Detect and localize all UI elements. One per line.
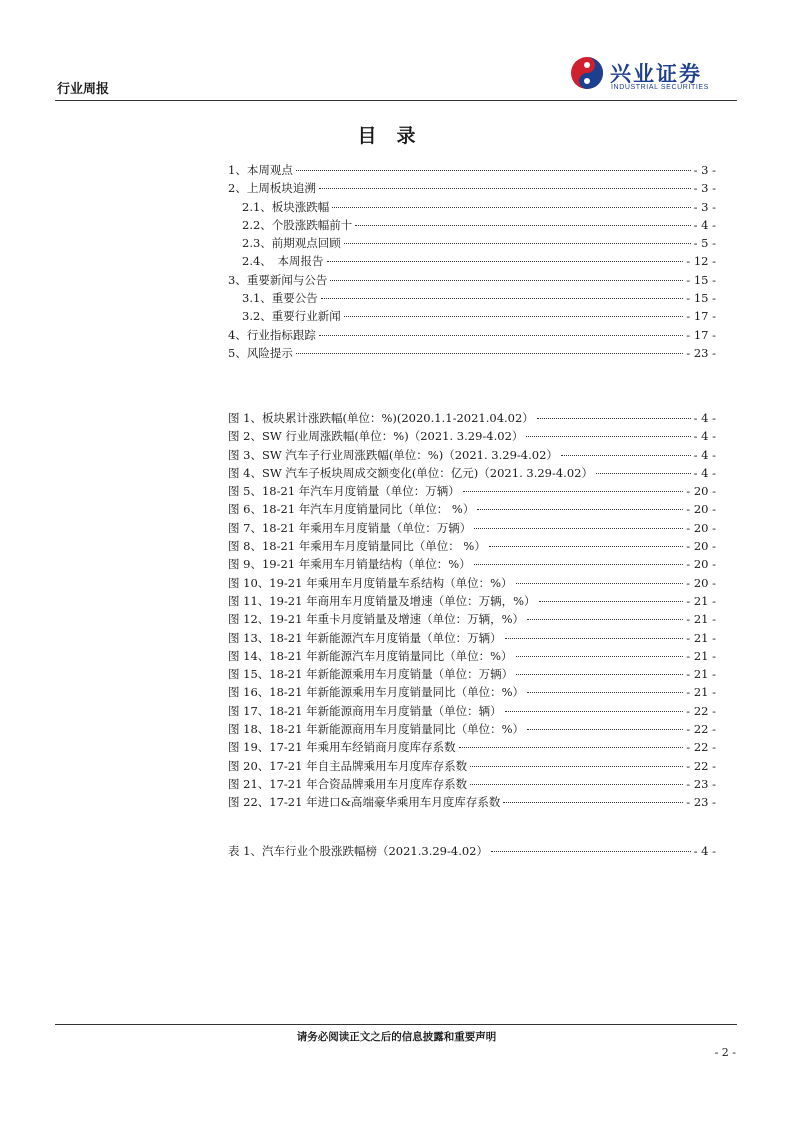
dot-leader: [474, 564, 684, 565]
toc-figure-entry[interactable]: [228, 575, 716, 593]
toc-table-entry-text: 表 1、汽车行业个股涨跌幅榜（2021.3.29-4.02）: [228, 844, 488, 858]
dot-leader: [355, 225, 690, 226]
toc-figure-entry-page: - 21 -: [686, 630, 716, 645]
dot-leader: [296, 170, 691, 171]
toc-figure-entry-text: 图 3、SW 汽车子行业周涨跌幅(单位：%)（2021. 3.29-4.02）: [228, 447, 558, 462]
dot-leader: [539, 601, 684, 602]
toc-figure-entry-text: 图 8、18-21 年乘用车月度销量同比（单位： %）: [228, 539, 486, 554]
toc-figure-entry-text: 图 17、18-21 年新能源商用车月度销量（单位：辆）: [228, 703, 502, 718]
toc-figure-entry[interactable]: [228, 447, 716, 465]
toc-section-entry-text: 3.1、重要公告: [242, 291, 318, 306]
toc-section-entry-text: 5、风险提示: [228, 345, 293, 360]
toc-table-entry-page: - 4 -: [693, 844, 716, 858]
toc-figure-entry[interactable]: [228, 794, 716, 812]
header-divider: [55, 100, 737, 101]
toc-figure-entry-text: 图 11、19-21 年商用车月度销量及增速（单位：万辆，%）: [228, 593, 536, 608]
toc-section-entry-text: 4、行业指标跟踪: [228, 327, 316, 342]
toc-section-entry-text: 2.3、前期观点回顾: [242, 236, 341, 251]
toc-figure-entry[interactable]: [228, 465, 716, 483]
toc-section-entry-page: - 17 -: [686, 327, 716, 342]
dot-leader: [344, 316, 683, 317]
toc-section-entry-page: - 3 -: [693, 181, 716, 196]
toc-section-entry-page: - 12 -: [686, 254, 716, 269]
dot-leader: [470, 766, 683, 767]
dot-leader: [596, 473, 691, 474]
toc-figure-entry[interactable]: [228, 410, 716, 428]
dot-leader: [327, 261, 684, 262]
toc-section-entry-text: 2、上周板块追溯: [228, 181, 316, 196]
footer-divider: [55, 1024, 737, 1025]
toc-figure-entry-text: 图 18、18-21 年新能源商用车月度销量同比（单位：%）: [228, 722, 525, 737]
dot-leader: [527, 692, 683, 693]
dot-leader: [474, 528, 683, 529]
brand-name-en: INDUSTRIAL SECURITIES: [611, 84, 709, 91]
brand-name: 兴业证券: [610, 62, 702, 86]
toc-section-entry[interactable]: [228, 162, 716, 180]
toc-figure-entry-text: 图 21、17-21 年合资品牌乘用车月度库存系数: [228, 776, 468, 791]
dot-leader: [537, 418, 691, 419]
toc-section-entry-text: 3.2、重要行业新闻: [242, 309, 341, 324]
toc-figure-entry-page: - 20 -: [686, 484, 716, 499]
toc-figure-entry-page: - 21 -: [686, 612, 716, 627]
dot-leader: [330, 280, 683, 281]
dot-leader: [319, 335, 683, 336]
toc-figure-entry-text: 图 9、19-21 年乘用车月销量结构（单位：%）: [228, 557, 471, 572]
page-number: - 2 -: [714, 1046, 736, 1059]
toc-table-entry[interactable]: [228, 843, 716, 861]
toc-section-entry[interactable]: [228, 253, 716, 271]
toc-figure-entry-text: 图 2、SW 行业周涨跌幅(单位：%)（2021. 3.29-4.02）: [228, 429, 524, 444]
toc-section-entry-page: - 17 -: [686, 309, 716, 324]
toc-section-entry-page: - 3 -: [693, 163, 716, 177]
dot-leader: [516, 656, 684, 657]
dot-leader: [477, 509, 683, 510]
toc-section-entry-page: - 5 -: [693, 236, 716, 251]
toc-figure-entry[interactable]: [228, 520, 716, 538]
toc-figure-entry-text: 图 1、板块累计涨跌幅(单位：%)(2020.1.1-2021.04.02）: [228, 411, 534, 425]
toc-section-entry[interactable]: [228, 308, 716, 326]
dot-leader: [296, 353, 683, 354]
toc-figure-entry-page: - 22 -: [686, 722, 716, 737]
toc-figure-entry[interactable]: [228, 593, 716, 611]
dot-leader: [526, 436, 690, 437]
toc-figure-entry[interactable]: [228, 739, 716, 757]
toc-section-entry[interactable]: [228, 199, 716, 217]
dot-leader: [319, 188, 691, 189]
toc-title: 目录: [357, 125, 436, 147]
toc-figure-entry-page: - 4 -: [693, 465, 716, 480]
toc-sections: [228, 162, 716, 363]
dot-leader: [332, 207, 690, 208]
toc-figure-entry-page: - 20 -: [686, 502, 716, 517]
toc-figure-entry-text: 图 7、18-21 年乘用车月度销量（单位：万辆）: [228, 520, 472, 535]
toc-figure-entry-text: 图 22、17-21 年进口&高端豪华乘用车月度库存系数: [228, 795, 501, 810]
toc-section-entry-page: - 15 -: [686, 272, 716, 287]
toc-figure-entry[interactable]: [228, 684, 716, 702]
dot-leader: [561, 455, 691, 456]
toc-figure-entry-text: 图 16、18-21 年新能源乘用车月度销量同比（单位：%）: [228, 685, 525, 700]
toc-section-entry-page: - 23 -: [686, 345, 716, 360]
toc-section-entry[interactable]: [228, 327, 716, 345]
toc-figure-entry[interactable]: [228, 666, 716, 684]
toc-figure-entry[interactable]: [228, 483, 716, 501]
dot-leader: [470, 784, 683, 785]
toc-figure-entry-text: 图 5、18-21 年汽车月度销量（单位：万辆）: [228, 484, 460, 499]
toc-figure-entry[interactable]: [228, 758, 716, 776]
toc-section-entry[interactable]: [228, 290, 716, 308]
toc-tables: [228, 843, 716, 861]
toc-figure-entry[interactable]: [228, 611, 716, 629]
toc-figure-entry-text: 图 13、18-21 年新能源汽车月度销量（单位：万辆）: [228, 630, 502, 645]
toc-figures: [228, 410, 716, 813]
toc-section-entry[interactable]: [228, 345, 716, 363]
toc-section-entry-page: - 15 -: [686, 291, 716, 306]
dot-leader: [505, 711, 684, 712]
toc-figure-entry-page: - 22 -: [686, 758, 716, 773]
toc-figure-entry-text: 图 12、19-21 年重卡月度销量及增速（单位：万辆，%）: [228, 612, 525, 627]
toc-figure-entry-page: - 23 -: [686, 795, 716, 810]
toc-section-entry[interactable]: [228, 272, 716, 290]
dot-leader: [527, 619, 683, 620]
toc-figure-entry[interactable]: [228, 703, 716, 721]
toc-figure-entry-page: - 4 -: [693, 429, 716, 444]
toc-figure-entry[interactable]: [228, 501, 716, 519]
toc-figure-entry[interactable]: [228, 428, 716, 446]
dot-leader: [516, 674, 683, 675]
dot-leader: [503, 802, 683, 803]
dot-leader: [516, 583, 684, 584]
toc-figure-entry-page: - 22 -: [686, 703, 716, 718]
dot-leader: [491, 851, 691, 852]
toc-figure-entry[interactable]: [228, 721, 716, 739]
toc-figure-entry[interactable]: [228, 630, 716, 648]
toc-figure-entry-text: 图 20、17-21 年自主品牌乘用车月度库存系数: [228, 758, 468, 773]
toc-figure-entry-page: - 21 -: [686, 648, 716, 663]
toc-figure-entry-text: 图 19、17-21 年乘用车经销商月度库存系数: [228, 740, 456, 755]
toc-section-entry[interactable]: [228, 180, 716, 198]
toc-figure-entry[interactable]: [228, 776, 716, 794]
toc-figure-entry-page: - 20 -: [686, 520, 716, 535]
toc-section-entry-text: 2.1、板块涨跌幅: [242, 199, 330, 214]
toc-section-entry-page: - 3 -: [693, 199, 716, 214]
dot-leader: [505, 638, 684, 639]
dot-leader: [527, 729, 683, 730]
dot-leader: [489, 546, 683, 547]
toc-figure-entry-text: 图 10、19-21 年乘用车月度销量车系结构（单位：%）: [228, 575, 513, 590]
dot-leader: [463, 491, 684, 492]
toc-figure-entry-page: - 23 -: [686, 776, 716, 791]
toc-figure-entry-text: 图 14、18-21 年新能源汽车月度销量同比（单位：%）: [228, 648, 513, 663]
toc-figure-entry-page: - 20 -: [686, 575, 716, 590]
toc-figure-entry-page: - 20 -: [686, 557, 716, 572]
toc-section-entry-page: - 4 -: [693, 217, 716, 232]
toc-section-entry-text: 1、本周观点: [228, 163, 293, 177]
footer-disclaimer: 请务必阅读正文之后的信息披露和重要声明: [296, 1031, 497, 1043]
toc-figure-entry-page: - 20 -: [686, 539, 716, 554]
dot-leader: [321, 298, 683, 299]
dot-leader: [344, 243, 691, 244]
brand-logo-icon: [570, 56, 604, 90]
toc-figure-entry-page: - 21 -: [686, 593, 716, 608]
toc-figure-entry[interactable]: [228, 648, 716, 666]
toc-figure-entry-text: 图 4、SW 汽车子板块周成交额变化(单位：亿元)（2021. 3.29-4.02）: [228, 465, 593, 480]
toc-section-entry[interactable]: [228, 217, 716, 235]
toc-section-entry-text: 2.2、个股涨跌幅前十: [242, 217, 353, 232]
toc-figure-entry-text: 图 15、18-21 年新能源乘用车月度销量（单位：万辆）: [228, 667, 514, 682]
toc-figure-entry-page: - 22 -: [686, 740, 716, 755]
toc-figure-entry-text: 图 6、18-21 年汽车月度销量同比（单位： %）: [228, 502, 475, 517]
toc-section-entry-text: 3、重要新闻与公告: [228, 272, 328, 287]
toc-figure-entry[interactable]: [228, 556, 716, 574]
toc-section-entry-text: 2.4、 本周报告: [242, 254, 324, 269]
toc-figure-entry-page: - 4 -: [693, 447, 716, 462]
toc-figure-entry[interactable]: [228, 538, 716, 556]
toc-section-entry[interactable]: [228, 235, 716, 253]
toc-figure-entry-page: - 21 -: [686, 685, 716, 700]
brand-logo: [570, 56, 740, 96]
dot-leader: [459, 747, 684, 748]
toc-figure-entry-page: - 4 -: [693, 411, 716, 425]
report-type-label: 行业周报: [57, 82, 110, 97]
toc-figure-entry-page: - 21 -: [686, 667, 716, 682]
